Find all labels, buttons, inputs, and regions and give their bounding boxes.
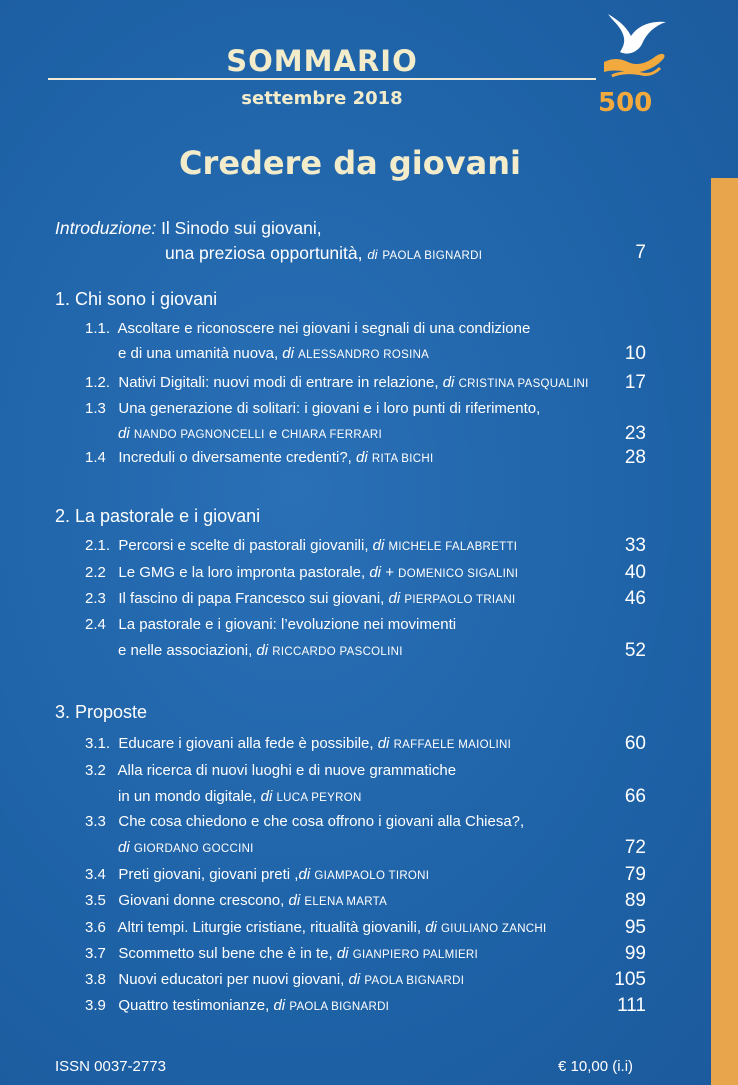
entry-title: Che cosa chiedono e che cosa offrono i giovani alla Chiesa?, [118, 813, 525, 830]
toc-entry-2-4 [85, 616, 456, 633]
toc-entry-2-3 [85, 590, 516, 607]
entry-number: 1.3 [85, 400, 106, 417]
toc-entry-3-2 [85, 762, 456, 779]
entry-number: 3.7 [85, 945, 106, 962]
di-label: di [356, 449, 368, 466]
entry-number: 2.2 [85, 564, 106, 581]
toc-entry-2-1 [85, 537, 517, 554]
toc-entry-1-1 [85, 320, 530, 337]
issue-number: 500 [598, 88, 653, 118]
entry-title: Nuovi educatori per nuovi giovani, [118, 971, 345, 988]
intro-line-2 [165, 243, 482, 264]
entry-number: 1.4 [85, 449, 106, 466]
entry-page: 33 [624, 535, 646, 556]
toc-entry-2-4-cont [118, 642, 403, 659]
entry-number: 2.1. [85, 537, 111, 554]
toc-entry-1-2 [85, 374, 589, 391]
entry-page: 105 [614, 969, 646, 990]
toc-entry-1-1-cont [118, 345, 429, 362]
entry-title: Il fascino di papa Francesco sui giovani, [118, 590, 385, 607]
toc-entry-3-4 [85, 866, 429, 883]
di-label: di [260, 788, 273, 805]
dove-hands-icon [598, 10, 670, 82]
header-title: SOMMARIO [226, 44, 418, 78]
section-heading-2: 2. La pastorale e i giovani [55, 506, 261, 526]
di-label: di [273, 997, 286, 1014]
section-heading-3: 3. Proposte [55, 702, 148, 722]
entry-author-2: CHIARA FERRARI [281, 429, 383, 441]
entry-title: Una generazione di solitari: i giovani e i loro punti di riferimento, [118, 400, 541, 417]
entry-title-cont: e nelle associazioni, [118, 642, 253, 659]
entry-page: 17 [624, 372, 646, 393]
intro-label: Introduzione: [55, 218, 157, 238]
di-label: di [282, 345, 294, 362]
di-label: di + [369, 564, 394, 581]
di-label: di [377, 735, 390, 752]
entry-title: Giovani donne crescono, [118, 892, 285, 909]
intro-text-2: una preziosa opportunità, [165, 243, 363, 263]
intro-text-1: Il Sinodo sui giovani, [161, 218, 322, 238]
entry-author: ELENA MARTA [304, 896, 388, 908]
issue-date: settembre 2018 [241, 88, 403, 109]
di-label: di [388, 590, 401, 607]
entry-page: 72 [624, 837, 646, 858]
entry-author: LUCA PEYRON [276, 792, 362, 804]
entry-title: Quattro testimonianze, [118, 997, 270, 1014]
entry-page: 111 [617, 995, 646, 1016]
entry-page: 99 [624, 943, 646, 964]
entry-title: Percorsi e scelte di pastorali giovanili, [118, 537, 369, 554]
entry-page: 40 [624, 562, 646, 583]
entry-author: GIAMPAOLO TIRONI [314, 870, 430, 882]
entry-author: RICCARDO PASCOLINI [272, 646, 403, 658]
toc-entry-3-1 [85, 735, 511, 752]
di-label: di [256, 642, 269, 659]
entry-author: GIULIANO ZANCHI [441, 923, 547, 935]
entry-number: 1.2. [85, 374, 111, 391]
intro-page: 7 [635, 242, 646, 263]
intro-line-1 [55, 218, 322, 239]
di-label: di [118, 839, 130, 856]
entry-title-cont: in un mondo digitale, [118, 788, 257, 805]
entry-page: 60 [624, 733, 646, 754]
author-conjunction: e [268, 425, 278, 442]
entry-page: 79 [624, 864, 646, 885]
section-heading-1: 1. Chi sono i giovani [55, 289, 218, 309]
entry-author: PIERPAOLO TRIANI [404, 594, 516, 606]
di-label: di [372, 537, 385, 554]
entry-number: 3.6 [85, 919, 106, 936]
entry-number: 3.1. [85, 735, 111, 752]
main-title: Credere da giovani [179, 144, 521, 182]
entry-author: GIANPIERO PALMIERI [352, 949, 479, 961]
issn: ISSN 0037-2773 [55, 1058, 166, 1075]
entry-page: 28 [624, 447, 646, 468]
entry-number: 2.4 [85, 616, 106, 633]
toc-entry-2-2 [85, 564, 518, 581]
entry-number: 3.8 [85, 971, 106, 988]
toc-entry-3-3 [85, 813, 524, 830]
di-label: di [348, 971, 361, 988]
entry-title: Ascoltare e riconoscere nei giovani i segnali di una condizione [117, 320, 531, 337]
toc-entry-3-9 [85, 997, 389, 1014]
entry-author: PAOLA BIGNARDI [364, 975, 465, 987]
entry-title: Nativi Digitali: nuovi modi di entrare in relazione, [118, 374, 439, 391]
entry-number: 3.9 [85, 997, 106, 1014]
toc-entry-3-7 [85, 945, 478, 962]
toc-entry-3-5 [85, 892, 387, 909]
entry-author: GIORDANO GOCCINI [133, 843, 254, 855]
header-divider [48, 78, 596, 80]
price: € 10,00 (i.i) [558, 1058, 634, 1075]
entry-page: 95 [624, 917, 646, 938]
entry-title: Altri tempi. Liturgie cristiane, ritualità giovanili, [117, 919, 422, 936]
entry-number: 3.4 [85, 866, 106, 883]
entry-author: ALESSANDRO ROSINA [298, 349, 430, 361]
entry-number: 2.3 [85, 590, 106, 607]
entry-title: La pastorale e i giovani: l’evoluzione nei movimenti [118, 616, 457, 633]
entry-number: 3.5 [85, 892, 106, 909]
entry-page: 52 [624, 640, 646, 661]
entry-author: DOMENICO SIGALINI [398, 568, 519, 580]
intro-author: PAOLA BIGNARDI [382, 250, 483, 262]
entry-title: Educare i giovani alla fede è possibile, [118, 735, 374, 752]
entry-page: 66 [624, 786, 646, 807]
entry-author: CRISTINA PASQUALINI [458, 378, 589, 390]
toc-entry-1-3-cont [118, 425, 382, 442]
entry-title: Alla ricerca di nuovi luoghi e di nuove grammatiche [117, 762, 457, 779]
di-label: di [298, 866, 311, 883]
toc-entry-3-6 [85, 919, 547, 936]
entry-page: 23 [624, 423, 646, 444]
di-label: di [442, 374, 455, 391]
entry-page: 10 [624, 343, 646, 364]
entry-page: 89 [624, 890, 646, 911]
entry-number: 3.3 [85, 813, 106, 830]
entry-author: PAOLA BIGNARDI [289, 1001, 390, 1013]
entry-title-cont: e di una umanità nuova, [118, 345, 279, 362]
toc-entry-1-4 [85, 449, 433, 466]
intro-di: di [367, 247, 378, 262]
toc-entry-3-2-cont [118, 788, 362, 805]
entry-title: Preti giovani, giovani preti , [118, 866, 299, 883]
entry-number: 3.2 [85, 762, 106, 779]
entry-author: NANDO PAGNONCELLI [133, 429, 265, 441]
entry-author: RAFFAELE MAIOLINI [393, 739, 512, 751]
di-label: di [425, 919, 437, 936]
entry-author: MICHELE FALABRETTI [388, 541, 518, 553]
entry-title: Increduli o diversamente credenti?, [118, 449, 352, 466]
entry-title: Le GMG e la loro impronta pastorale, [118, 564, 366, 581]
di-label: di [336, 945, 349, 962]
orange-edge-stripe [711, 178, 738, 1085]
toc-entry-3-8 [85, 971, 464, 988]
entry-page: 46 [624, 588, 646, 609]
di-label: di [288, 892, 301, 909]
entry-title: Scommetto sul bene che è in te, [118, 945, 333, 962]
toc-entry-3-3-cont [118, 839, 254, 856]
entry-number: 1.1. [85, 320, 111, 337]
entry-author: RITA BICHI [371, 453, 434, 465]
di-label: di [118, 425, 130, 442]
toc-entry-1-3 [85, 400, 540, 417]
